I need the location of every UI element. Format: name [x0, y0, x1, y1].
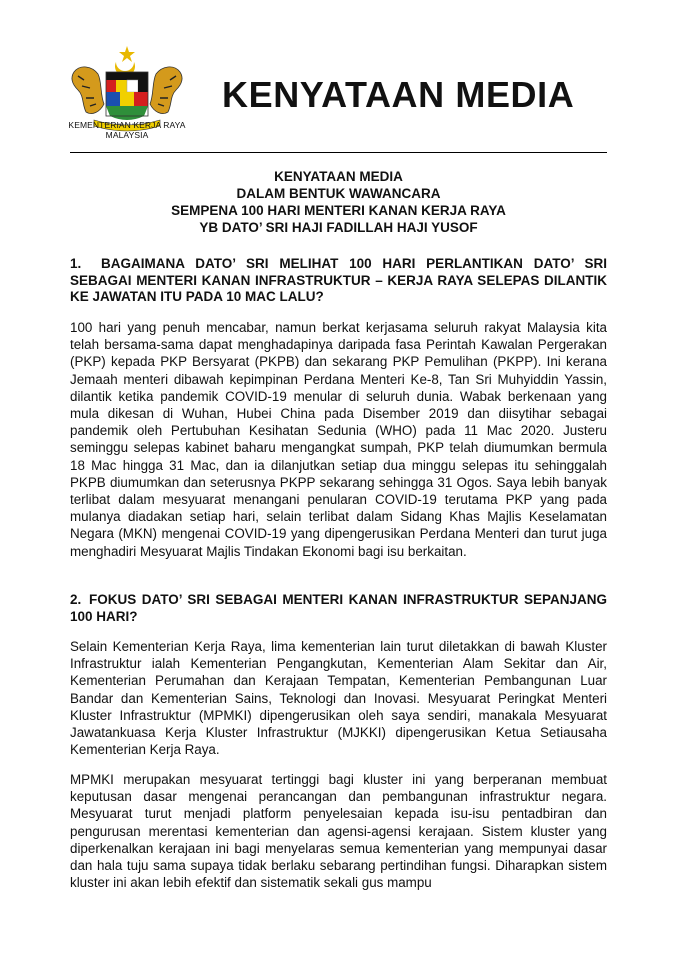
- heading-line: KENYATAAN MEDIA: [274, 169, 403, 184]
- statement-heading: [70, 168, 607, 236]
- ministry-name: [58, 120, 196, 140]
- section-2-number: 2.: [70, 592, 82, 607]
- section-2-question-text: FOKUS DATO’ SRI SEBAGAI MENTERI KANAN INFRASTRUKTUR SEPANJANG 100 HARI?: [70, 592, 607, 624]
- section-2-paragraph-1: Selain Kementerian Kerja Raya, lima kementerian lain turut diletakkan di bawah Kluster Infrastruktur ialah Kementerian Pengangkutan, Kementerian Alam Sekitar dan Air, Kementerian Perumahan dan Kerajaan Tempatan, Kementerian Pembangunan Luar Bandar dan Kementerian Sains, Teknologi dan Inovasi. Mesyuarat Peringkat Menteri Kluster Infrastruktur (MPMKI) dipengerusikan oleh saya sendiri, manakala Mesyuarat Jawatankuasa Kerja Kluster Infrastruktur (MJKKI) dipengerusikan Ketua Setiausaha Kementerian Kerja Raya.: [70, 639, 607, 758]
- section-1-question: [70, 256, 607, 306]
- section-1-number: 1.: [70, 256, 82, 271]
- section-1-question-text: BAGAIMANA DATO’ SRI MELIHAT 100 HARI PERLANTIKAN DATO’ SRI SEBAGAI MENTERI KANAN INFRASTRUKTUR – KERJA RAYA SELEPAS DILANTIK KE JAWATAN ITU PADA 10 MAC LALU?: [70, 256, 607, 304]
- header-divider: [70, 152, 607, 153]
- ministry-name-line1: KEMENTERIAN KERJA RAYA: [68, 120, 186, 130]
- document-title: KENYATAAN MEDIA: [222, 74, 575, 115]
- section-2-question: [70, 592, 607, 625]
- section-2-paragraph-2: MPMKI merupakan mesyuarat tertinggi bagi kluster ini yang berperanan membuat keputusan dasar mengenai perancangan dan pembangunan infrastruktur negara. Mesyuarat turut menjadi platform penyelesaian kepada isu-isu pentadbiran dan pengurusan merentasi kementerian dan agensi-agensi kerajaan. Sistem kluster yang diperkenalkan kerajaan ini bagi menyelaras semua kementerian yang mempunyai dasar dan hala tuju sama supaya tidak berlaku sebarang pertindihan fungsi. Diharapkan sistem kluster ini akan lebih efektif dan sistematik sekali gus mampu: [70, 772, 607, 891]
- heading-line: YB DATO’ SRI HAJI FADILLAH HAJI YUSOF: [199, 220, 478, 235]
- section-1-paragraph-1: 100 hari yang penuh mencabar, namun berkat kerjasama seluruh rakyat Malaysia kita telah bersama-sama dapat menghadapinya daripada fasa Perintah Kawalan Pergerakan (PKP) kepada PKP Bersyarat (PKPB) dan sekarang PKP Pemulihan (PKPP). Ini kerana Jemaah menteri dibawah kepimpinan Perdana Menteri Ke-8, Tan Sri Muhyiddin Yassin, dilantik ketika pandemik COVID-19 menular di seluruh dunia. Wabak berkenaan yang mula dikesan di Wuhan, Hubei China pada Disember 2019 dan diisytihar sebagai pandemik oleh Pertubuhan Kesihatan Sedunia (WHO) pada 11 Mac 2020. Justeru seminggu selepas kabinet baharu mengangkat sumpah, PKP telah diumumkan bermula 18 Mac hingga 31 Mac, dan ia dilanjutkan setiap dua minggu selepas itu sehinggalah PKPB diumumkan dan seterusnya PKPP sekarang sehingga 31 Ogos. Saya lebih banyak terlibat dalam mesyuarat menangani penularan COVID-19 terutama PKP yang pada mulanya diadakan setiap hari, selain terlibat dalam Sidang Khas Majlis Keselamatan Negara (MKN) mengenai COVID-19 yang dipengerusikan Perdana Menteri dan turut juga menghadiri Mesyuarat Majlis Tindakan Ekonomi bagi isu berkaitan.: [70, 320, 607, 559]
- heading-line: SEMPENA 100 HARI MENTERI KANAN KERJA RAYA: [171, 203, 506, 218]
- ministry-name-line2: MALAYSIA: [105, 130, 149, 140]
- heading-line: DALAM BENTUK WAWANCARA: [236, 186, 441, 201]
